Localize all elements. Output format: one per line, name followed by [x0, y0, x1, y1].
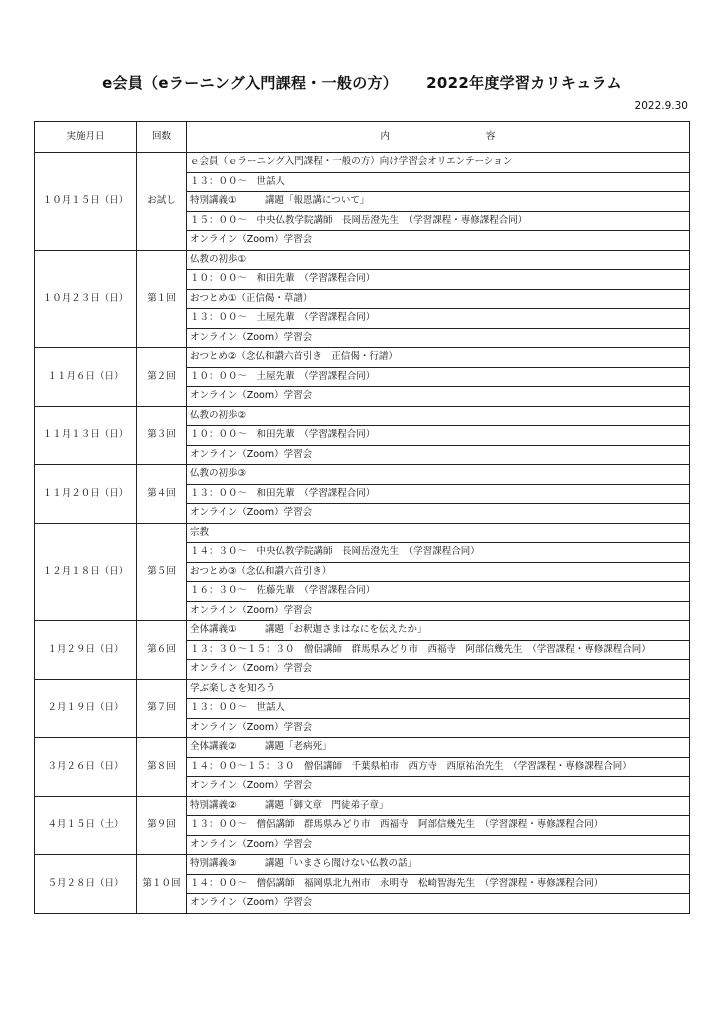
session-date: ５月２８日（日）	[35, 855, 137, 914]
session-content-line: 全体講義① 講題「お釈迦さまはなにを伝えたか」	[187, 621, 690, 641]
session-content-line: １０：００～ 土屋先輩 （学習課程合同）	[187, 367, 690, 387]
title-year: 2022年度学習カリキュラム	[426, 74, 622, 92]
session-content-line: １４：００～ 僧侶講師 福岡県北九州市 永明寺 松崎智海先生 （学習課程・専修課程合同）	[187, 874, 690, 894]
session-content-line: オンライン（Zoom）学習会	[187, 718, 690, 738]
table-row	[35, 153, 690, 173]
session-count: 第３回	[137, 406, 187, 465]
session-date: １０月２３日（日）	[35, 250, 137, 348]
session-count: 第２回	[137, 348, 187, 407]
session-content-line: オンライン（Zoom）学習会	[187, 387, 690, 407]
session-count: 第１０回	[137, 855, 187, 914]
header-content-right: 容	[486, 131, 496, 142]
session-count: 第５回	[137, 523, 187, 621]
session-content-line: 仏教の初歩①	[187, 250, 690, 270]
curriculum-table	[34, 121, 690, 914]
session-count: 第９回	[137, 796, 187, 855]
session-date: １１月１３日（日）	[35, 406, 137, 465]
table-header-row	[35, 122, 690, 153]
session-content-line: 特別講義③ 講題「いまさら聞けない仏教の話」	[187, 855, 690, 875]
table-row	[35, 679, 690, 699]
session-count: 第７回	[137, 679, 187, 738]
session-date: １１月２０日（日）	[35, 465, 137, 524]
session-date: ３月２６日（日）	[35, 738, 137, 797]
table-row	[35, 796, 690, 816]
session-content-line: オンライン（Zoom）学習会	[187, 601, 690, 621]
session-content-line: 特別講義② 講題「御文章 門徒弟子章」	[187, 796, 690, 816]
session-content-line: 仏教の初歩②	[187, 406, 690, 426]
session-content-line: 学ぶ楽しさを知ろう	[187, 679, 690, 699]
session-count: 第８回	[137, 738, 187, 797]
session-content-line: オンライン（Zoom）学習会	[187, 660, 690, 680]
table-row	[35, 523, 690, 543]
session-content-line: １５：００～ 中央仏教学院講師 長岡岳澄先生 （学習課程・専修課程合同）	[187, 211, 690, 231]
table-row	[35, 406, 690, 426]
session-content-line: １３：００～ 土屋先輩 （学習課程合同）	[187, 309, 690, 329]
session-date: １月２９日（日）	[35, 621, 137, 680]
session-content-line: 全体講義② 講題「老病死」	[187, 738, 690, 758]
session-content-line: 仏教の初歩③	[187, 465, 690, 485]
session-content-line: １３：００～ 僧侶講師 群馬県みどり市 西福寺 阿部信幾先生 （学習課程・専修課程合同）	[187, 816, 690, 836]
session-content-line: 宗教	[187, 523, 690, 543]
session-content-line: おつとめ①（正信偈・草譜）	[187, 289, 690, 309]
session-content-line: １４：００～１５：３０ 僧侶講師 千葉県柏市 西方寺 西原祐治先生 （学習課程・専修課程合同）	[187, 757, 690, 777]
title-main: e会員（eラーニング入門課程・一般の方）	[102, 74, 399, 92]
table-row	[35, 465, 690, 485]
session-date: ２月１９日（日）	[35, 679, 137, 738]
session-date: ４月１５日（土）	[35, 796, 137, 855]
table-row	[35, 250, 690, 270]
session-content-line: １３：００～ 和田先輩 （学習課程合同）	[187, 484, 690, 504]
session-count: 第１回	[137, 250, 187, 348]
session-content-line: １６：３０～ 佐藤先輩 （学習課程合同）	[187, 582, 690, 602]
session-count: お試し	[137, 153, 187, 251]
session-content-line: おつとめ②（念仏和讃六首引き 正信偈・行譜）	[187, 348, 690, 368]
session-content-line: オンライン（Zoom）学習会	[187, 894, 690, 914]
session-content-line: １３：００～ 世話人	[187, 172, 690, 192]
table-row	[35, 738, 690, 758]
session-content-line: オンライン（Zoom）学習会	[187, 504, 690, 524]
session-content-line: オンライン（Zoom）学習会	[187, 777, 690, 797]
session-content-line: １０：００～ 和田先輩 （学習課程合同）	[187, 426, 690, 446]
session-content-line: オンライン（Zoom）学習会	[187, 231, 690, 251]
table-row	[35, 621, 690, 641]
session-count: 第４回	[137, 465, 187, 524]
header-date: 実施月日	[35, 122, 137, 153]
session-content-line: オンライン（Zoom）学習会	[187, 835, 690, 855]
session-date: １１月６日（日）	[35, 348, 137, 407]
session-content-line: １３：３０～１５：３０ 僧侶講師 群馬県みどり市 西福寺 阿部信幾先生 （学習課程・専修課程合同）	[187, 640, 690, 660]
session-date: １０月１５日（日）	[35, 153, 137, 251]
page-title	[0, 72, 724, 93]
header-content-left: 内	[380, 131, 390, 142]
session-content-line: １４：３０～ 中央仏教学院講師 長岡岳澄先生 （学習課程合同）	[187, 543, 690, 563]
table-row	[35, 855, 690, 875]
session-date: １２月１８日（日）	[35, 523, 137, 621]
session-content-line: １０：００～ 和田先輩 （学習課程合同）	[187, 270, 690, 290]
document-date: 2022.9.30	[634, 100, 688, 112]
session-content-line: ｅ会員（ｅラーニング入門課程・一般の方）向け学習会オリエンテーション	[187, 153, 690, 173]
header-content	[187, 122, 690, 153]
session-content-line: おつとめ③（念仏和讃六首引き）	[187, 562, 690, 582]
table-body	[35, 153, 690, 914]
session-content-line: オンライン（Zoom）学習会	[187, 328, 690, 348]
header-count: 回数	[137, 122, 187, 153]
table-row	[35, 348, 690, 368]
session-content-line: オンライン（Zoom）学習会	[187, 445, 690, 465]
session-count: 第６回	[137, 621, 187, 680]
session-content-line: １３：００～ 世話人	[187, 699, 690, 719]
session-content-line: 特別講義① 講題「報恩講について」	[187, 192, 690, 212]
